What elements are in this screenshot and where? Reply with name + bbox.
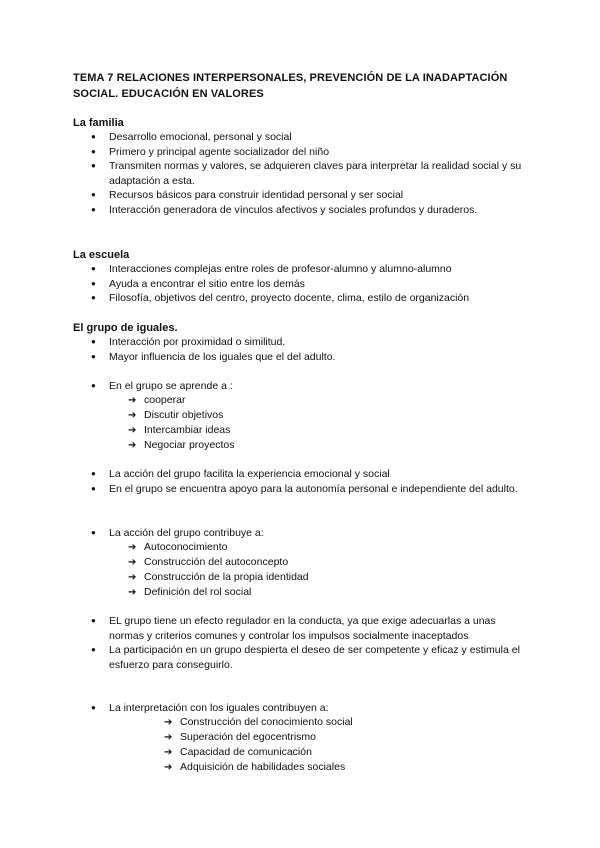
section-heading-escuela: La escuela xyxy=(73,249,130,261)
bullet-icon: ● xyxy=(91,264,96,273)
arrow-right-icon: ➔ xyxy=(128,395,137,406)
list-item: ● EL grupo tiene un efecto regulador en la conducta, ya que exige adecuarlas a unas normas y criterios comunes y controlar los impulsos socialmente inaceptados xyxy=(91,615,496,642)
sublist-item: ➔ Definición del rol social xyxy=(128,586,252,598)
bullet-icon: ● xyxy=(91,483,96,493)
iguales-list-interpretacion xyxy=(91,701,531,716)
bullet-icon: ● xyxy=(91,204,96,214)
arrow-right-icon: ➔ xyxy=(128,542,137,553)
bullet-icon: ● xyxy=(91,293,96,303)
arrow-right-icon: ➔ xyxy=(128,572,137,583)
aprende-sublist xyxy=(128,393,234,453)
list-item: ● Ayuda a encontrar el sitio entre los demás xyxy=(91,277,305,290)
contribuye-sublist xyxy=(128,540,309,600)
list-item: ● La participación en un grupo despierta el deseo de ser competente y eficaz y estimula el esfuerzo para conseguirlo. xyxy=(91,644,520,671)
bullet-icon: ● xyxy=(91,616,96,625)
sublist-item: ➔ Construcción de la propia identidad xyxy=(128,571,309,583)
list-item: ● En el grupo se encuentra apoyo para la autonomía personal e independiente del adulto. xyxy=(91,482,518,495)
sublist-item: ➔ Intercambiar ideas xyxy=(128,424,231,436)
list-item: ● Interacciones complejas entre roles de profesor-alumno y alumno-alumno xyxy=(91,263,452,275)
bullet-icon: ● xyxy=(91,528,96,537)
list-item: ● Interacción por proximidad o similitud. xyxy=(91,336,286,348)
list-item: ● Recursos básicos para construir identidad personal y ser social xyxy=(91,189,404,202)
sublist-item: ➔ Autoconocimiento xyxy=(128,541,228,553)
iguales-list-3 xyxy=(91,614,531,672)
sublist-item: ➔ Capacidad de comunicación xyxy=(164,746,312,758)
bullet-icon: ● xyxy=(91,190,96,200)
iguales-list-2 xyxy=(91,467,531,496)
arrow-right-icon: ➔ xyxy=(128,587,137,598)
bullet-icon: ● xyxy=(91,351,96,361)
arrow-right-icon: ➔ xyxy=(164,762,173,773)
bullet-icon: ● xyxy=(91,645,96,655)
list-item: ● Transmiten normas y valores, se adquieren claves para interpretar la realidad social y su adaptación a esta. xyxy=(91,160,522,187)
arrow-right-icon: ➔ xyxy=(128,410,137,421)
bullet-icon: ● xyxy=(91,278,96,288)
sublist-item: ➔ Discutir objetivos xyxy=(128,409,224,421)
list-item: ● En el grupo se aprende a : xyxy=(91,380,233,392)
sublist-item: ➔ cooperar xyxy=(128,394,186,406)
page-title: TEMA 7 RELACIONES INTERPERSONALES, PREVENCIÓN DE LA INADAPTACIÓN SOCIAL. EDUCACIÓN EN VALORES xyxy=(73,72,508,100)
list-item: ● Filosofía, objetivos del centro, proyecto docente, clima, estilo de organización xyxy=(91,292,470,305)
bullet-icon: ● xyxy=(91,132,96,141)
arrow-right-icon: ➔ xyxy=(164,747,173,758)
section-heading-iguales: El grupo de iguales. xyxy=(73,322,178,334)
list-item: ● La acción del grupo contribuye a: xyxy=(91,527,264,539)
interpretacion-sublist xyxy=(164,715,353,775)
list-item: ● Interacción generadora de vínculos afectivos y sociales profundos y duraderos. xyxy=(91,203,478,216)
bullet-icon: ● xyxy=(91,146,96,156)
arrow-right-icon: ➔ xyxy=(164,732,173,743)
list-item: ● La acción del grupo facilita la experiencia emocional y social xyxy=(91,468,390,480)
sublist-item: ➔ Construcción del conocimiento social xyxy=(164,716,353,728)
iguales-list-1 xyxy=(91,335,531,364)
sublist-item: ➔ Negociar proyectos xyxy=(128,439,235,451)
arrow-right-icon: ➔ xyxy=(128,557,137,568)
familia-list xyxy=(91,130,531,218)
iguales-list-contribuye xyxy=(91,526,531,541)
sublist-item: ➔ Adquisición de habilidades sociales xyxy=(164,761,346,773)
escuela-list xyxy=(91,262,531,306)
list-item: ● La interpretación con los iguales contribuyen a: xyxy=(91,702,329,714)
bullet-icon: ● xyxy=(91,381,96,390)
bullet-icon: ● xyxy=(91,161,96,171)
sublist-item: ➔ Superación del egocentrismo xyxy=(164,731,316,743)
section-heading-familia: La familia xyxy=(73,117,124,129)
arrow-right-icon: ➔ xyxy=(128,440,137,451)
list-item: ● Primero y principal agente socializador del niño xyxy=(91,145,330,158)
iguales-list-aprende xyxy=(91,379,531,394)
list-item: ● Desarrollo emocional, personal y social xyxy=(91,131,292,143)
bullet-icon: ● xyxy=(91,337,96,346)
list-item: ● Mayor influencia de los iguales que el del adulto. xyxy=(91,350,336,363)
sublist-item: ➔ Construcción del autoconcepto xyxy=(128,556,289,568)
arrow-right-icon: ➔ xyxy=(128,425,137,436)
bullet-icon: ● xyxy=(91,469,96,478)
bullet-icon: ● xyxy=(91,703,96,712)
arrow-right-icon: ➔ xyxy=(164,717,173,728)
